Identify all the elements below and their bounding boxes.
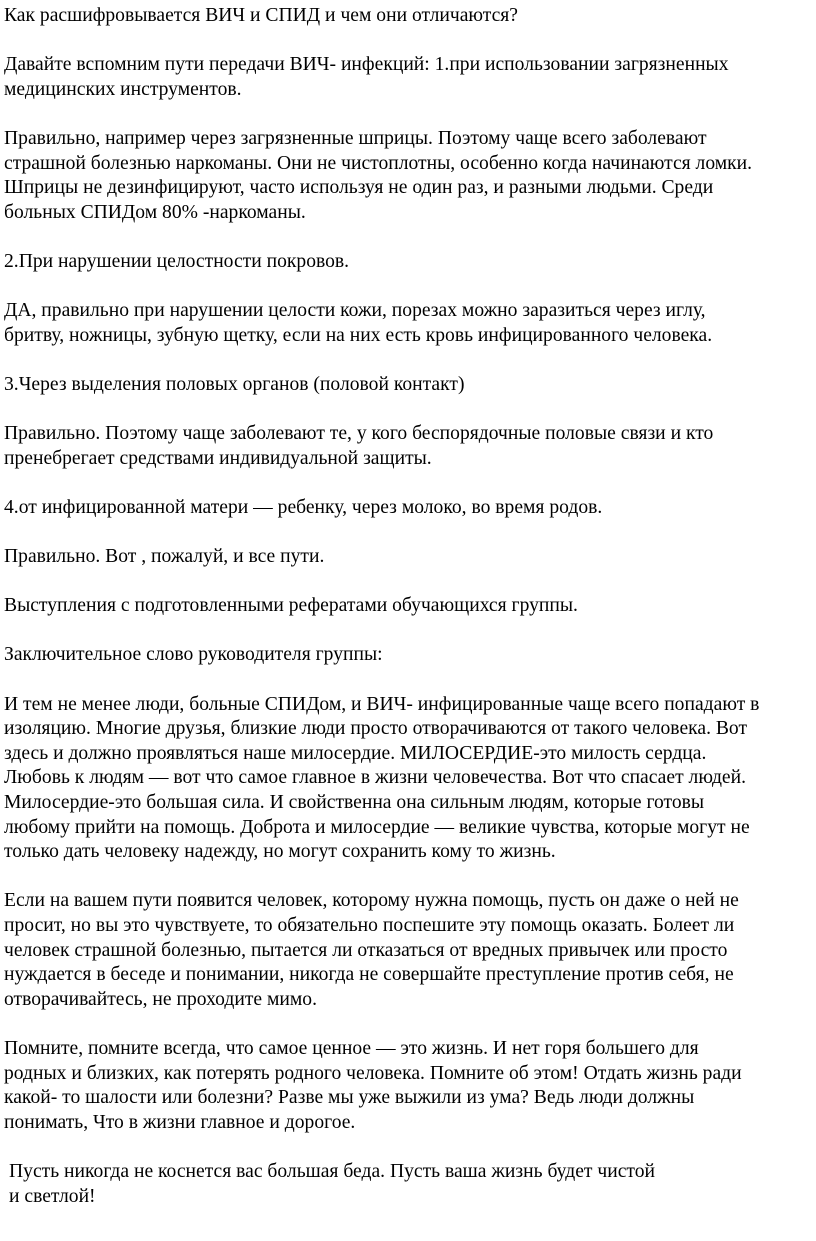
text-line: просит, но вы это чувствуете, то обязательно поспешите эту помощь оказать. Болеет ли	[4, 914, 735, 936]
paragraph	[4, 1160, 810, 1209]
paragraph	[4, 53, 810, 102]
text-line: страшной болезнью наркоманы. Они не чистоплотны, особенно когда начинаются ломки.	[4, 152, 753, 174]
text-line: здесь и должно проявляться наше милосердие. МИЛОСЕРДИЕ-это милость сердца.	[4, 742, 707, 764]
paragraph	[4, 127, 810, 225]
paragraph	[4, 299, 810, 348]
text-line: 2.При нарушении целостности покровов.	[4, 250, 350, 272]
text-line: Выступления с подготовленными рефератами обучающихся группы.	[4, 595, 578, 617]
text-line: пренебрегает средствами индивидуальной защиты.	[4, 447, 432, 469]
text-line: больных СПИДом 80% -наркоманы.	[4, 201, 306, 223]
text-line: Если на вашем пути появится человек, которому нужна помощь, пусть он даже о ней не	[4, 890, 739, 912]
text-line: Заключительное слово руководителя группы:	[4, 644, 383, 666]
text-line: ДА, правильно при нарушении целости кожи, порезах можно заразиться через иглу,	[4, 300, 706, 322]
paragraph	[4, 889, 810, 1012]
text-line: изоляцию. Многие друзья, близкие люди просто отворачиваются от такого человека. Вот	[4, 718, 748, 740]
text-line: какой- то шалости или болезни? Разве мы уже выжили из ума? Ведь люди должны	[4, 1087, 695, 1109]
paragraph	[4, 4, 810, 29]
text-line: Правильно. Вот , пожалуй, и все пути.	[4, 546, 325, 568]
text-line: нуждается в беседе и понимании, никогда не совершайте преступление против себя, не	[4, 964, 734, 986]
paragraph	[4, 643, 810, 668]
text-line: и светлой!	[9, 1185, 96, 1207]
paragraph	[4, 693, 810, 865]
text-line: понимать, Что в жизни главное и дорогое.	[4, 1111, 356, 1133]
text-line: И тем не менее люди, больные СПИДом, и ВИЧ- инфицированные чаще всего попадают в	[4, 693, 760, 715]
text-line: Милосердие-это большая сила. И свойственна она сильным людям, которые готовы	[4, 792, 705, 813]
paragraph	[4, 496, 810, 521]
text-line: Пусть никогда не коснется вас большая беда. Пусть ваша жизнь будет чистой	[9, 1160, 655, 1182]
text-line: Шприцы не дезинфицируют, часто используя не один раз, и разными людьми. Среди	[4, 177, 714, 199]
text-line: человек страшной болезнью, пытается ли отказаться от вредных привычек или просто	[4, 939, 728, 961]
text-line: Правильно, например через загрязненные шприцы. Поэтому чаще всего заболевают	[4, 127, 707, 149]
text-line: 4.от инфицированной матери — ребенку, через молоко, во время родов.	[4, 496, 603, 518]
text-line: Помните, помните всегда, что самое ценное — это жизнь. И нет горя большего для	[4, 1037, 699, 1059]
text-line: 3.Через выделения половых органов (половой контакт)	[4, 373, 465, 395]
text-line: Правильно. Поэтому чаще заболевают те, у кого беспорядочные половые связи и кто	[4, 423, 714, 445]
text-line: бритву, ножницы, зубную щетку, если на них есть кровь инфицированного человека.	[4, 324, 713, 346]
paragraph	[4, 594, 810, 619]
text-line: медицинских инструментов.	[4, 78, 242, 100]
paragraph	[4, 422, 810, 471]
text-line: любому прийти на помощь. Доброта и милосердие — великие чувства, которые могут не	[4, 816, 750, 838]
text-line: родных и близких, как потерять родного человека. Помните об этом! Отдать жизнь ради	[4, 1062, 742, 1084]
text-line: Любовь к людям — вот что самое главное в жизни человечества. Вот что спасает людей.	[4, 767, 747, 789]
paragraph	[4, 545, 810, 570]
text-line: Как расшифровывается ВИЧ и СПИД и чем они отличаются?	[4, 5, 518, 26]
text-line: только дать человеку надежду, но могут сохранить кому то жизнь.	[4, 841, 556, 863]
text-line: отворачивайтесь, не проходите мимо.	[4, 988, 317, 1010]
paragraph	[4, 1037, 810, 1135]
paragraph	[4, 250, 810, 275]
text-line: Давайте вспомним пути передачи ВИЧ- инфекций: 1.при использовании загрязненных	[4, 54, 729, 76]
paragraph	[4, 373, 810, 398]
